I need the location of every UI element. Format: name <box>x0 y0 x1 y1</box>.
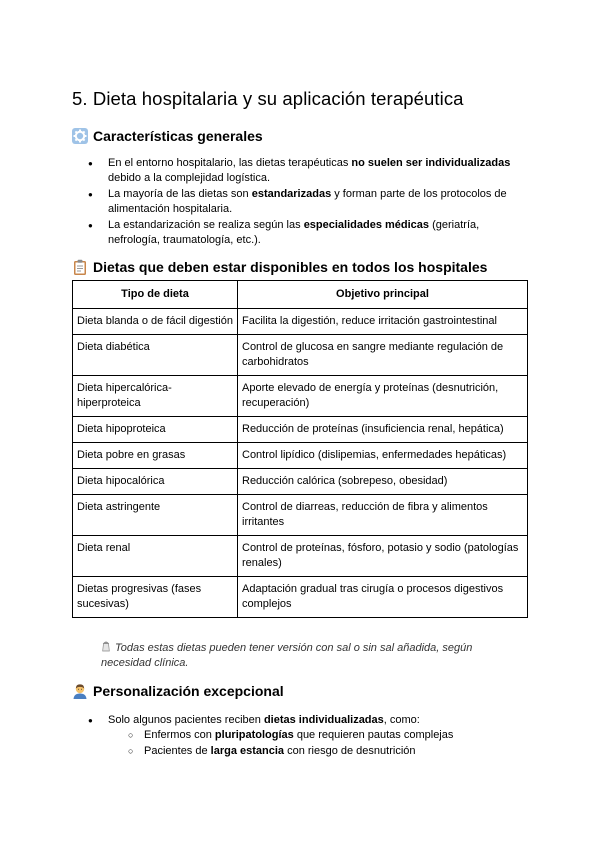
table-cell: Reducción de proteínas (insuficiencia renal, hepática) <box>238 417 528 443</box>
table-cell: Control de proteínas, fósforo, potasio y sodio (patologías renales) <box>238 536 528 577</box>
table-header-row <box>73 281 528 309</box>
person-icon <box>72 683 88 699</box>
column-header: Objetivo principal <box>238 281 528 309</box>
table-cell: Control lipídico (dislipemias, enfermedades hepáticas) <box>238 443 528 469</box>
list-item: ● En el entorno hospitalario, las dietas terapéuticas no suelen ser individualizadas debido a la complejidad logística. <box>72 156 532 186</box>
personalization-sublist <box>72 728 532 760</box>
table-cell: Dieta hipocalórica <box>73 469 238 495</box>
note-text: Todas estas dietas pueden tener versión con sal o sin sal añadida, según necesidad clínica. <box>101 642 473 669</box>
list-item: ● Solo algunos pacientes reciben dietas individualizadas, como: <box>72 713 532 728</box>
section-heading-text: Características generales <box>93 128 263 144</box>
table-cell: Dieta hipercalórica-hiperproteica <box>73 376 238 417</box>
table-cell: Dieta astringente <box>73 495 238 536</box>
list-item: ● La estandarización se realiza según las especialidades médicas (geriatría, nefrología, traumatología, etc.). <box>72 218 532 248</box>
table-row <box>73 495 528 536</box>
gear-icon <box>72 128 88 144</box>
table-cell: Dieta pobre en grasas <box>73 443 238 469</box>
personalization-list <box>72 713 532 729</box>
page-title: 5. Dieta hospitalaria y su aplicación terapéutica <box>72 88 464 109</box>
list-item: ● La mayoría de las dietas son estandarizadas y forman parte de los protocolos de alimentación hospitalaria. <box>72 187 532 217</box>
table-cell: Dietas progresivas (fases sucesivas) <box>73 577 238 618</box>
table-cell: Facilita la digestión, reduce irritación gastrointestinal <box>238 309 528 335</box>
diets-table <box>72 280 528 618</box>
table-cell: Control de glucosa en sangre mediante regulación de carbohidratos <box>238 335 528 376</box>
salt-shaker-icon <box>101 640 111 652</box>
characteristics-list <box>72 156 532 249</box>
table-row <box>73 443 528 469</box>
table-row <box>73 376 528 417</box>
list-item: ○ Pacientes de larga estancia con riesgo de desnutrición <box>72 744 532 759</box>
table-cell: Dieta hipoproteica <box>73 417 238 443</box>
table-row <box>73 536 528 577</box>
table-cell: Reducción calórica (sobrepeso, obesidad) <box>238 469 528 495</box>
table-cell: Dieta blanda o de fácil digestión <box>73 309 238 335</box>
table-row <box>73 577 528 618</box>
section-heading-dietas <box>72 259 487 275</box>
section-heading-text: Personalización excepcional <box>93 683 284 699</box>
list-item: ○ Enfermos con pluripatologías que requieren pautas complejas <box>72 728 532 743</box>
section-heading-caracteristicas <box>72 128 263 144</box>
table-row <box>73 417 528 443</box>
table-cell: Dieta diabética <box>73 335 238 376</box>
table-cell: Aporte elevado de energía y proteínas (desnutrición, recuperación) <box>238 376 528 417</box>
section-heading-personalizacion <box>72 683 284 699</box>
clipboard-icon <box>72 259 88 275</box>
table-row <box>73 469 528 495</box>
column-header: Tipo de dieta <box>73 281 238 309</box>
table-row <box>73 335 528 376</box>
salt-note <box>101 640 501 671</box>
table-row <box>73 309 528 335</box>
table-cell: Dieta renal <box>73 536 238 577</box>
table-cell: Adaptación gradual tras cirugía o procesos digestivos complejos <box>238 577 528 618</box>
section-heading-text: Dietas que deben estar disponibles en todos los hospitales <box>93 259 488 275</box>
table-cell: Control de diarreas, reducción de fibra y alimentos irritantes <box>238 495 528 536</box>
